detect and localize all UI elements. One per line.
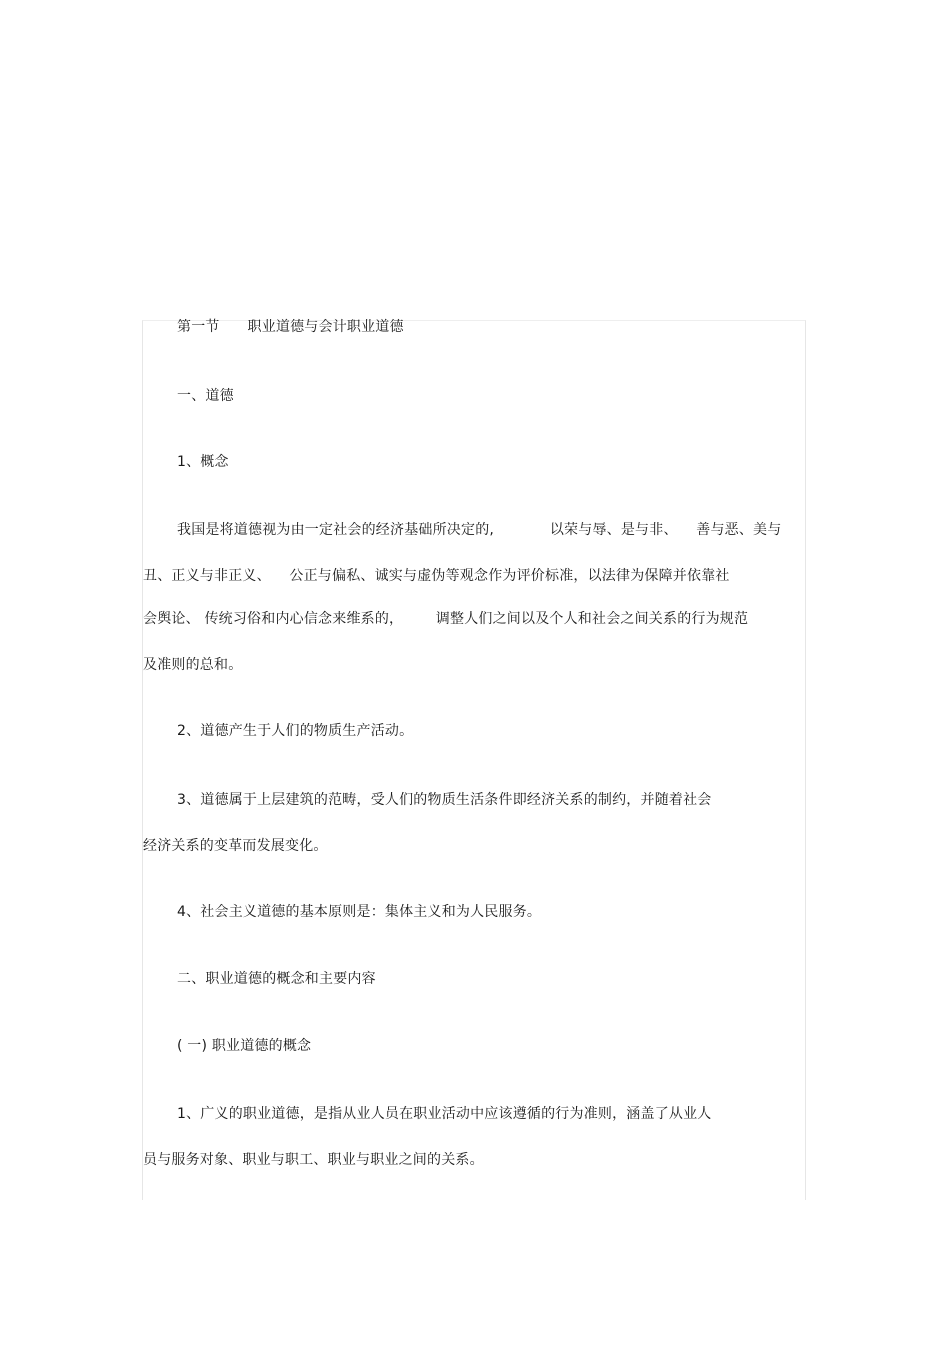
item-2-text: 2、道德产生于人们的物质生产活动。	[177, 723, 414, 739]
page-frame	[142, 320, 806, 1200]
concept-paragraph-line-4: 及准则的总和。	[143, 657, 243, 673]
concept-paragraph-line-2: 丑、正义与非正义、 公正与偏私、诚实与虚伪等观念作为评价标准，以法律为保障并依靠社	[143, 568, 730, 584]
item-3-line-1: 3、道德属于上层建筑的范畴，受人们的物质生活条件即经济关系的制约，并随着社会	[177, 792, 712, 808]
subheading-concept: 1、概念	[177, 454, 229, 470]
item-3-line-2: 经济关系的变革而发展变化。	[143, 838, 328, 854]
concept-paragraph-line-1: 我国是将道德视为由一定社会的经济基础所决定的, 以荣与辱、是与非、 善与恶、美与	[177, 522, 782, 538]
heading-professional-ethics: 二、职业道德的概念和主要内容	[177, 971, 376, 987]
broad-definition-line-2: 员与服务对象、职业与职工、职业与职业之间的关系。	[143, 1152, 484, 1168]
section-title: 第一节 职业道德与会计职业道德	[177, 319, 404, 335]
heading-morality: 一、道德	[177, 388, 234, 404]
subheading-professional-ethics-concept: ( 一) 职业道德的概念	[177, 1038, 312, 1054]
item-4-text: 4、社会主义道德的基本原则是：集体主义和为人民服务。	[177, 904, 542, 920]
concept-paragraph-line-3: 会舆论、 传统习俗和内心信念来维系的， 调整人们之间以及个人和社会之间关系的行为规范	[143, 611, 749, 627]
broad-definition-line-1: 1、广义的职业道德，是指从业人员在职业活动中应该遵循的行为准则，涵盖了从业人	[177, 1106, 712, 1122]
